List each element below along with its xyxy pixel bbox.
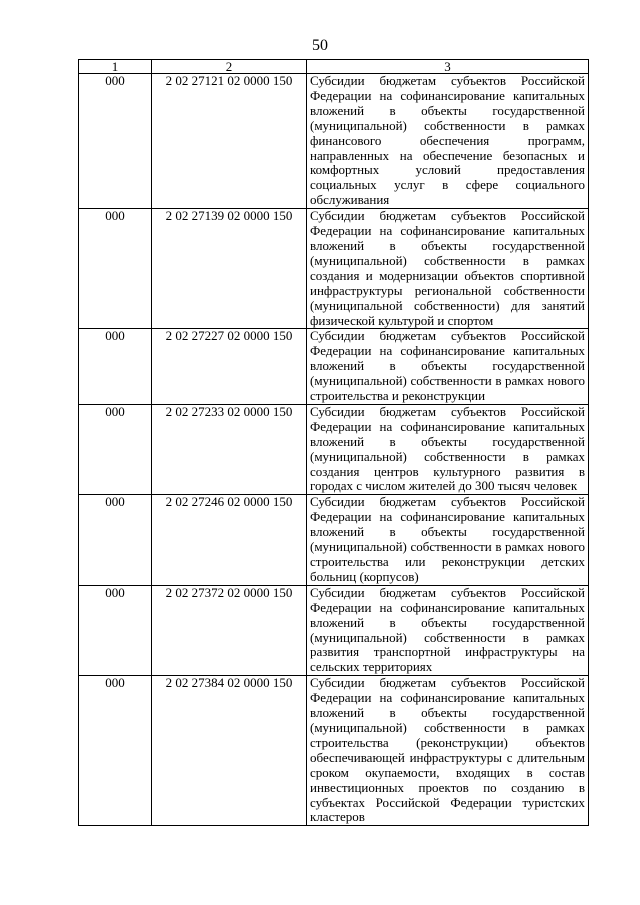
- income-code-cell: 2 02 27139 02 0000 150: [152, 209, 307, 329]
- column-header-1: 1: [79, 60, 152, 74]
- table-row: [79, 585, 589, 675]
- description-cell: Субсидии бюджетам субъектов Российской Федерации на софинансирование капитальных вложений в объекты государственной (муниципальной) собственности в рамках создания и модернизации объектов спортивной инфраструктуры региональной собственности (муниципальной собственности) для занятий физической культурой и спортом: [307, 209, 589, 329]
- admin-code-cell: 000: [79, 495, 152, 585]
- income-code-cell: 2 02 27246 02 0000 150: [152, 495, 307, 585]
- admin-code-cell: 000: [79, 676, 152, 826]
- admin-code-cell: 000: [79, 585, 152, 675]
- page-number: 50: [312, 37, 328, 54]
- admin-code-cell: 000: [79, 404, 152, 494]
- table-row: [79, 404, 589, 494]
- income-code-cell: 2 02 27121 02 0000 150: [152, 74, 307, 209]
- budget-classification-table: [78, 59, 589, 826]
- description-cell: Субсидии бюджетам субъектов Российской Федерации на софинансирование капитальных вложений в объекты государственной (муниципальной) собственности в рамках нового строительства и реконструкции: [307, 329, 589, 405]
- table-row: [79, 74, 589, 209]
- admin-code-cell: 000: [79, 329, 152, 405]
- income-code-cell: 2 02 27384 02 0000 150: [152, 676, 307, 826]
- description-cell: Субсидии бюджетам субъектов Российской Федерации на софинансирование капитальных вложений в объекты государственной (муниципальной) собственности в рамках строительства (реконструкции) объектов обеспечивающей инфраструктуры с длительным сроком окупаемости, входящих в состав инвестиционных проектов по созданию в субъектах Российской Федерации туристских кластеров: [307, 676, 589, 826]
- table-row: [79, 329, 589, 405]
- description-cell: Субсидии бюджетам субъектов Российской Федерации на софинансирование капитальных вложений в объекты государственной (муниципальной) собственности в рамках создания центров культурного развития в городах с числом жителей до 300 тысяч человек: [307, 404, 589, 494]
- admin-code-cell: 000: [79, 74, 152, 209]
- description-cell: Субсидии бюджетам субъектов Российской Федерации на софинансирование капитальных вложений в объекты государственной (муниципальной) собственности в рамках развития транспортной инфраструктуры на сельских территориях: [307, 585, 589, 675]
- description-cell: Субсидии бюджетам субъектов Российской Федерации на софинансирование капитальных вложений в объекты государственной (муниципальной) собственности в рамках нового строительства или реконструкции детских больниц (корпусов): [307, 495, 589, 585]
- table-header-row: [79, 60, 589, 74]
- income-code-cell: 2 02 27372 02 0000 150: [152, 585, 307, 675]
- income-code-cell: 2 02 27233 02 0000 150: [152, 404, 307, 494]
- column-header-2: 2: [152, 60, 307, 74]
- admin-code-cell: 000: [79, 209, 152, 329]
- description-cell: Субсидии бюджетам субъектов Российской Федерации на софинансирование капитальных вложений в объекты государственной (муниципальной) собственности в рамках финансового обеспечения программ, направленных на обеспечение безопасных и комфортных условий предоставления социальных услуг в сфере социального обслуживания: [307, 74, 589, 209]
- table-row: [79, 495, 589, 585]
- table-row: [79, 676, 589, 826]
- table-row: [79, 209, 589, 329]
- income-code-cell: 2 02 27227 02 0000 150: [152, 329, 307, 405]
- column-header-3: 3: [307, 60, 589, 74]
